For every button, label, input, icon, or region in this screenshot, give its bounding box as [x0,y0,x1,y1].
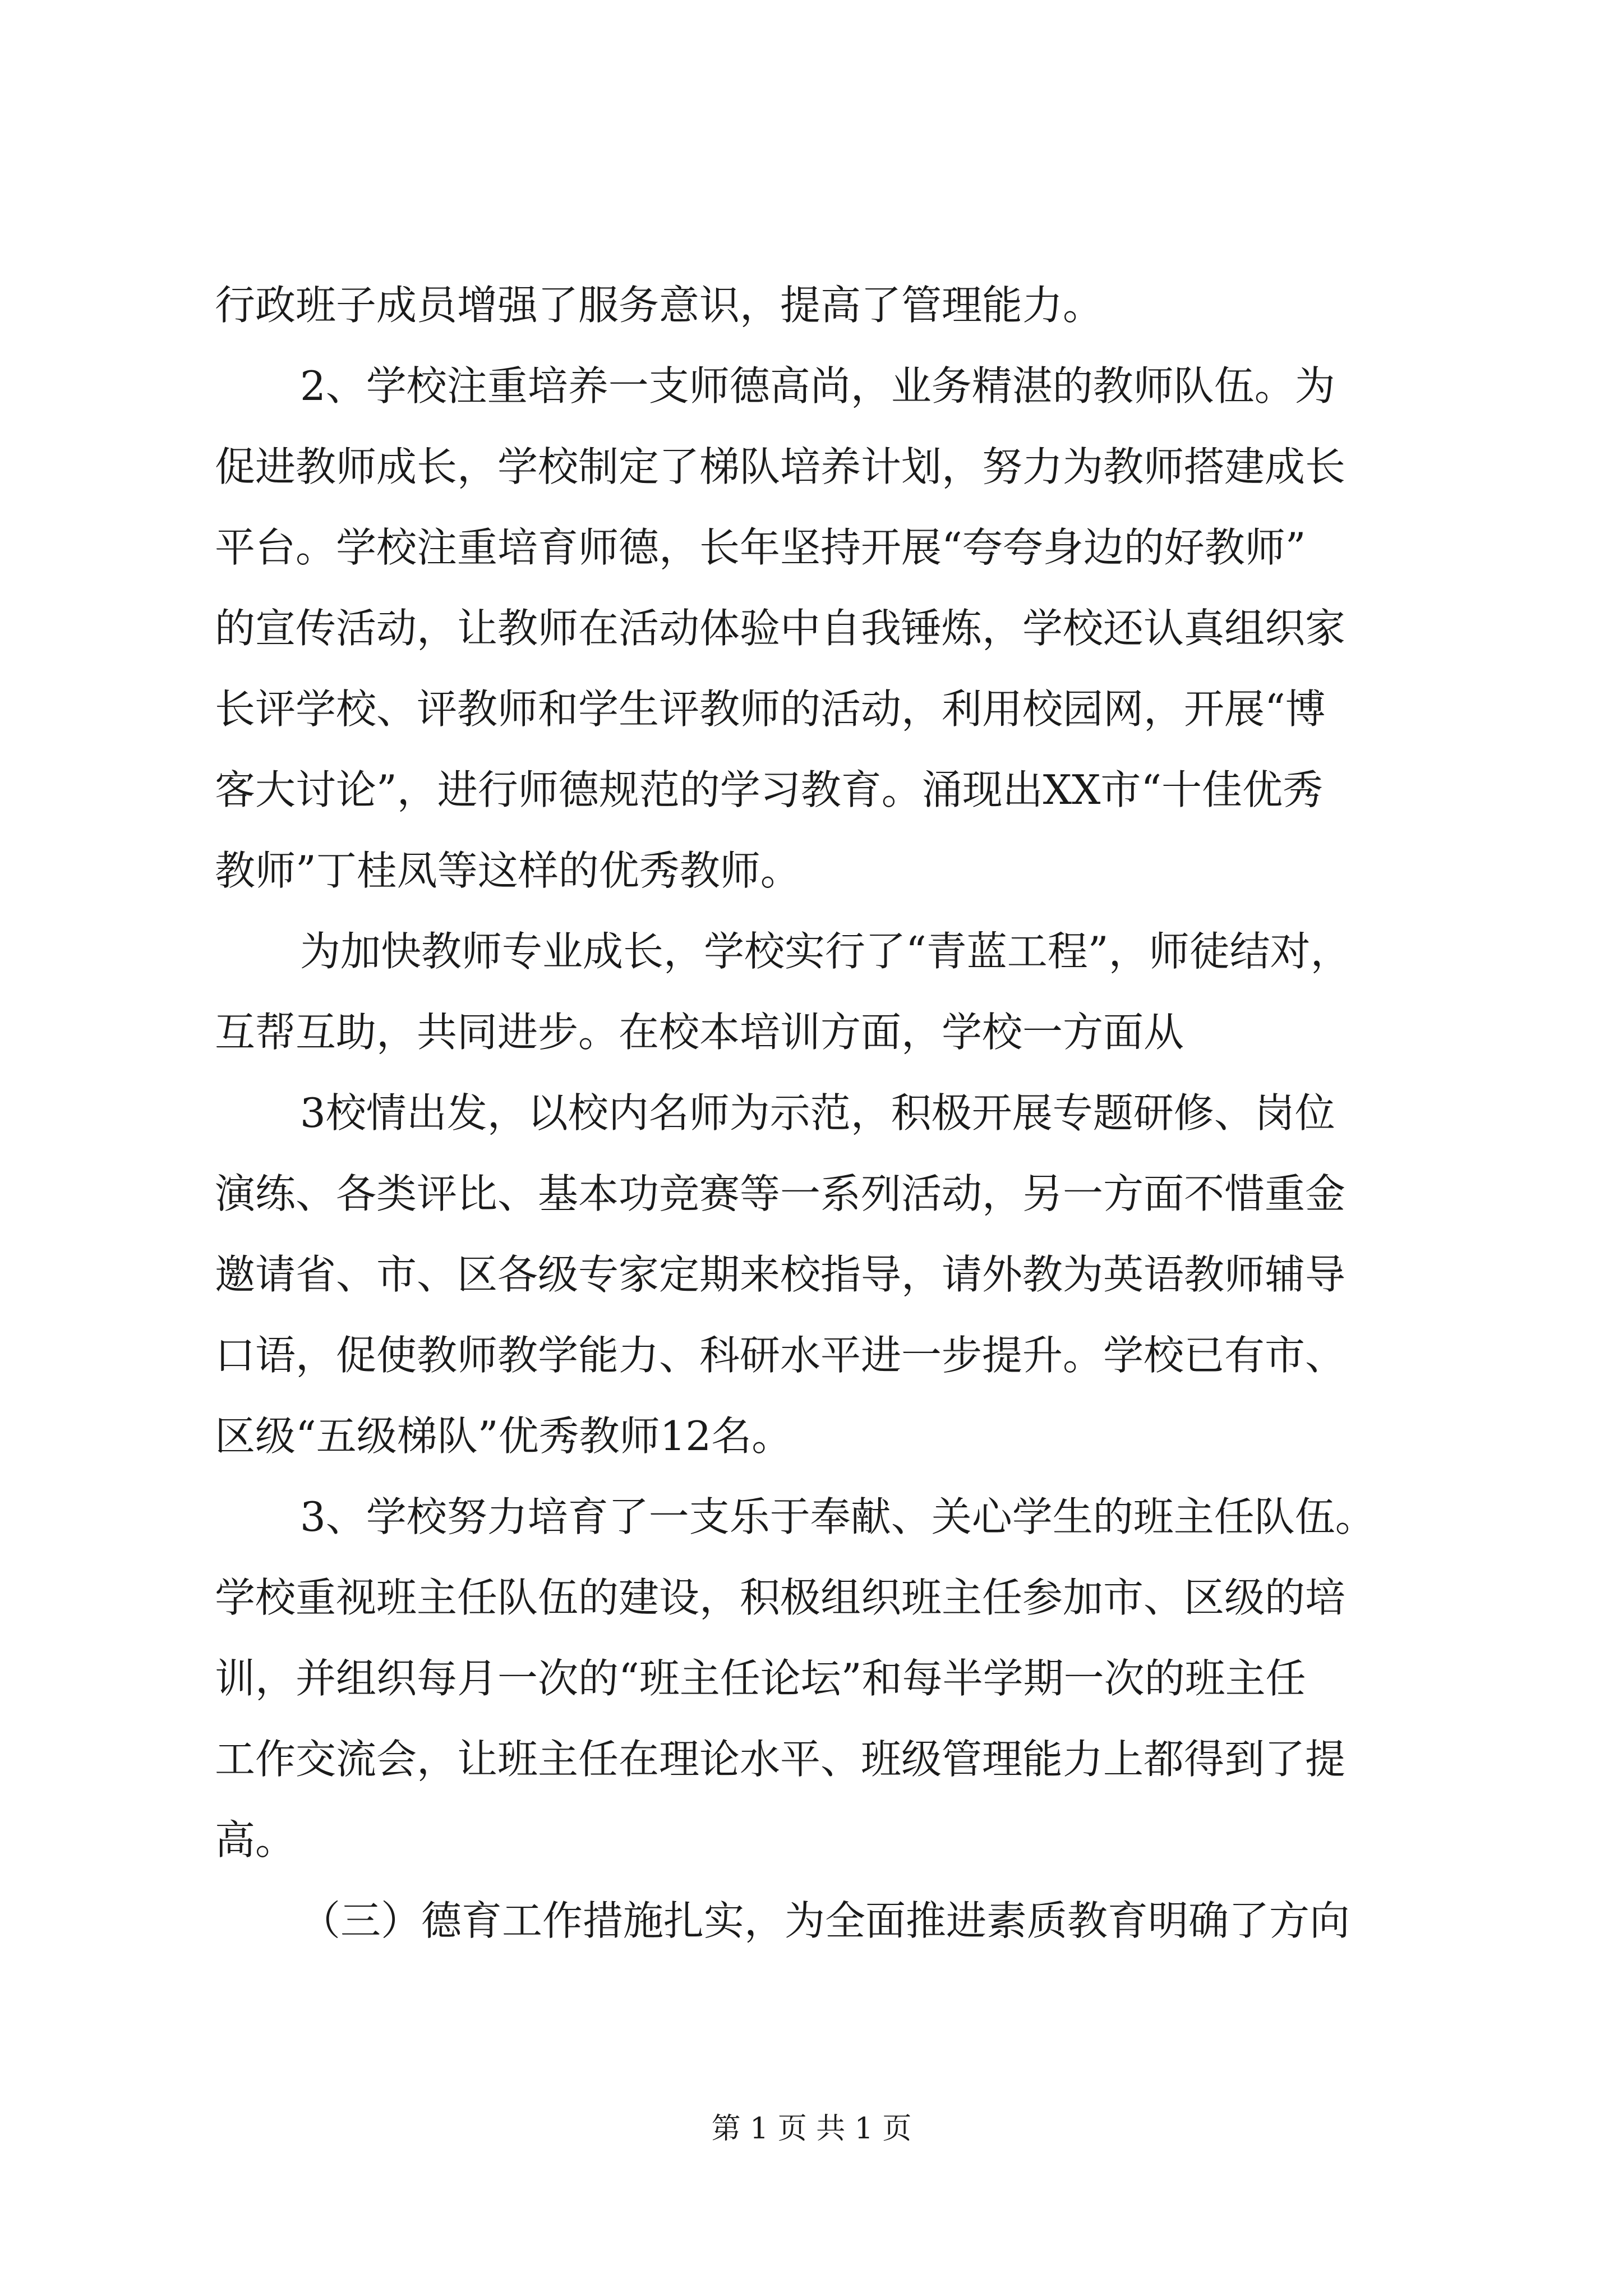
text-line: 促进教师成长，学校制定了梯队培养计划，努力为教师搭建成长 [215,443,1346,490]
text-line: 客大讨论”，进行师德规范的学习教育。涌现出XX市“十佳优秀 [215,766,1324,813]
page-number: 第 1 页 共 1 页 [711,2112,912,2146]
text-line: （三）德育工作措施扎实，为全面推进素质教育明确了方向 [300,1897,1350,1944]
text-line: 行政班子成员增强了服务意识，提高了管理能力。 [215,282,1104,329]
text-line: 教师”丁桂凤等这样的优秀教师。 [215,847,801,894]
text-line: 口语，促使教师教学能力、科研水平进一步提升。学校已有市、 [215,1332,1346,1379]
text-line: 3校情出发，以校内名师为示范，积极开展专题研修、岗位 [300,1089,1335,1137]
text-line: 平台。学校注重培育师德，长年坚持开展“夸夸身边的好教师” [215,524,1306,571]
text-line: 高。 [215,1816,296,1864]
text-line: 的宣传活动，让教师在活动体验中自我锤炼，学校还认真组织家 [215,605,1346,652]
text-line: 2、学校注重培养一支师德高尚，业务精湛的教师队伍。为 [300,362,1335,409]
text-line: 演练、各类评比、基本功竞赛等一系列活动，另一方面不惜重金 [215,1170,1346,1217]
text-line: 长评学校、评教师和学生评教师的活动，利用校园网，开展“博 [215,685,1326,733]
text-line: 为加快教师专业成长，学校实行了“青蓝工程”，师徒结对， [300,928,1351,975]
text-line: 工作交流会，让班主任在理论水平、班级管理能力上都得到了提 [215,1736,1346,1783]
text-line: 学校重视班主任队伍的建设，积极组织班主任参加市、区级的培 [215,1574,1346,1621]
document-body [215,265,1426,1961]
text-line: 邀请省、市、区各级专家定期来校指导，请外教为英语教师辅导 [215,1251,1346,1298]
text-line: 区级“五级梯队”优秀教师12名。 [215,1412,792,1460]
text-line: 3、学校努力培育了一支乐于奉献、关心学生的班主任队伍。 [300,1493,1376,1540]
page-footer [0,2105,1623,2147]
text-line: 训，并组织每月一次的“班主任论坛”和每半学期一次的班主任 [215,1655,1306,1702]
text-line: 互帮互助，共同进步。在校本培训方面，学校一方面从 [215,1009,1184,1056]
